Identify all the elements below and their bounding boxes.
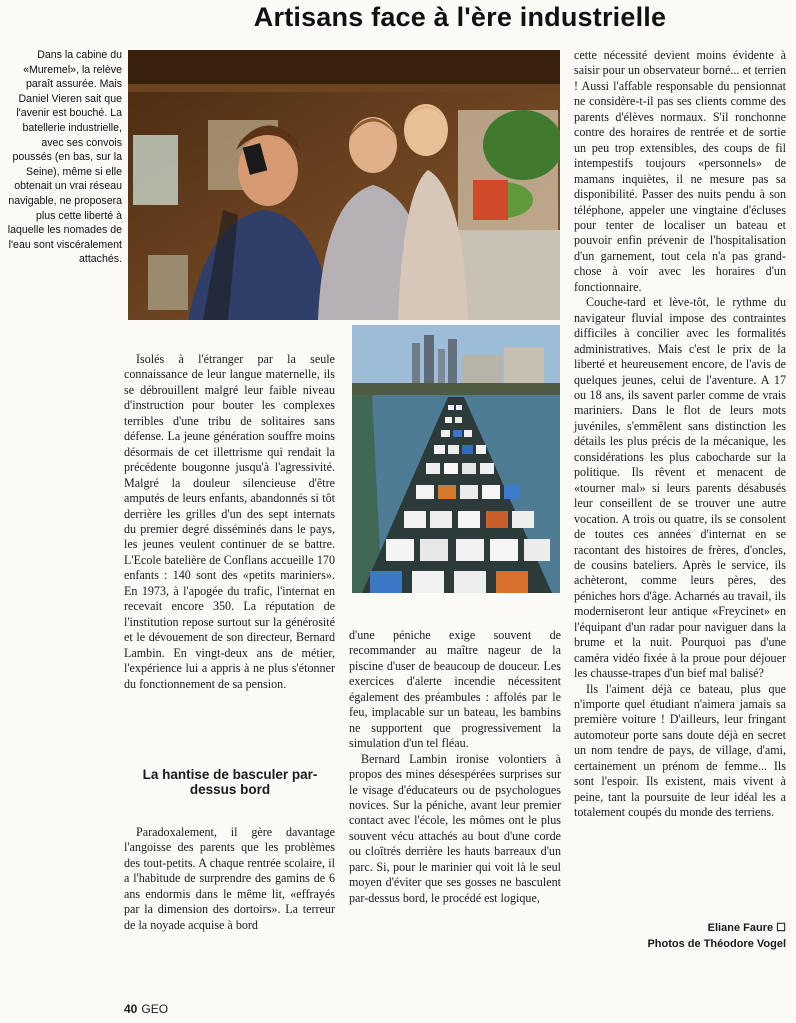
paragraph: Ils l'aiment déjà ce bateau, plus que n'importe quel étudiant n'aimera jamais sa première voiture ! D'ailleurs, leur fringant automoteur porte sans doute déjà en secret un nom tendre de pays, de village, d'ami, certainement un prénom de femme... Ils sont l'espoir. Ils existent, mais vivent à peine, tant la poursuite de leur idéal les a totalement coupés du monde des terriens. <box>574 681 786 820</box>
paragraph: Isolés à l'étranger par la seule connaissance de leur langue maternelle, ils se débrouillent malgré leur faible niveau d'instruction pour bouter les complexes terribles d'une tribu de solitaires sans défense. La jeune génération souffre moins désormais de cet illettrisme qui rendait la précédente bougonne jusqu'à l'agressivité. Malgré la douleur silencieuse d'être amputés de leurs enfants, abandonnés si tôt derrière les grilles d'un des sept internats du premier degré disséminés dans le pays, les jeunes veulent continuer de se battre. L'Ecole batelière de Conflans accueille 170 enfants : 140 sont des «petits mariniers». En 1973, à l'apogée du trafic, l'internat en recevait encore 350. La réputation de l'institution repose surtout sur la générosité et le dévouement de son directeur, Bernard Lambin. En vingt-deux ans de métier, l'expérience lui a appris à ne plus s'étonner du fonctionnement de sa pension. <box>124 352 335 691</box>
paragraph: cette nécessité devient moins évidente à saisir pour un observateur borné... et terrien ! Aussi l'affable responsable du pensionnat ne considère-t-il pas ses clients comme des parents d'élèves normaux. S'il ronchonne contre des horaires de rentrée et de sortie un peu trop extensibles, des coups de fil intempestifs toujours «personnels» de mamans inquiètes, il ne mesure pas sa disponibilité. Passer des nuits pendu à son téléphone, appeler une vingtaine d'écluses pour tenter de localiser un bateau et pouvoir enfin prévenir de l'hospitalisation d'un garnement, tout cela n'a pas grand-chose à voir avec les horaires d'un fonctionnaire. <box>574 48 786 294</box>
paragraph: Paradoxalement, il gère davantage l'angoisse des parents que les problèmes des tout-petits. A chaque rentrée scolaire, il a l'habitude de surprendre des gamins de 6 ans endormis dans le même lit, «effrayés par la dimension des dortoirs». La terreur de la noyade acquise à bord <box>124 825 335 932</box>
headline: Artisans face à l'ère industrielle <box>253 2 667 32</box>
paragraph: d'une péniche exige souvent de recommander au maître nageur de la piscine d'user de beaucoup de douceur. Les exercices d'alerte incendie nécessitent également des préambules : affolés par le feu, implacable sur un bateau, les bambins ne supportent que progressivement la simulation d'un tel fléau. <box>349 628 561 751</box>
signature-block <box>574 921 786 952</box>
photo-caption: Dans la cabine du «Muremel», la relève paraît assurée. Mais Daniel Vieren sait que l'avenir est bouché. La batellerie industrielle, avec ses convois poussés (en bas, sur la Seine), même si elle obtenait un vrai réseau navigable, ne proposera plus cette liberté à laquelle les nomades de l'eau sont viscéralement attachés. <box>7 49 122 266</box>
column-left-bottom <box>124 825 335 933</box>
page-number: 40 <box>124 1002 138 1016</box>
paragraph: Couche-tard et lève-tôt, le rythme du navigateur fluvial impose des contraintes difficiles à concilier avec les formalités administratives. Mais c'est le prix de la liberté et heureusement encore, de l'avis de quelques jeunes, celui de l'aventure. A 17 ou 18 ans, ils savent parler comme de vrais mariniers. Dans le flot de leurs mots juvéniles, s'emmêlent sans distinction les détails les plus précis de la mécanique, les considérations les plus cabocharde sur la politique. Ils rêvent et menacent de «tourner mal» si leurs parents désabusés leur conseillent de se trouver une autre vocation. A trois ou quatre, ils se consolent de toutes ces années d'internat en se racontant des histoires de frères, d'oncles, de cousins bateliers. Après le service, ils achèteront, comme leurs pères, des péniches hors d'âge. Acharnés au travail, ils moderniseront leur antique «Freycinet» en l'équipant d'un radar pour naviguer dans la brume et la nuit. Pourquoi pas d'une caméra vidéo fixée à la proue pour déjouer les chausse-trapes d'un bief mal balisé? <box>574 295 786 681</box>
column-left-top <box>124 352 335 692</box>
paragraph: Bernard Lambin ironise volontiers à propos des mines désespérées surprises sur le visage d'éducateurs ou de psychologues novices. Sur la péniche, avant leur premier contact avec l'école, les mômes ont le plus souvent vécu attachés au bout d'une corde ou cloîtrés derrière les hauts barreaux d'un parc. Si, pour le marinier qui voit là le seul moyen d'éviter que ses gosses ne basculent par-dessus bord, le procédé est logique, <box>349 751 561 905</box>
column-middle <box>349 628 561 906</box>
magazine-name: GEO <box>141 1002 169 1016</box>
column-right <box>574 48 786 821</box>
photo-credit: Photos de Théodore Vogel <box>647 937 786 950</box>
photo-cabin-family <box>128 50 560 320</box>
author: Eliane Faure ☐ <box>707 922 786 934</box>
subheading: La hantise de basculer par-dessus bord <box>142 767 318 797</box>
photo-barge-convoy <box>352 325 560 593</box>
page-folio <box>124 1002 168 1016</box>
